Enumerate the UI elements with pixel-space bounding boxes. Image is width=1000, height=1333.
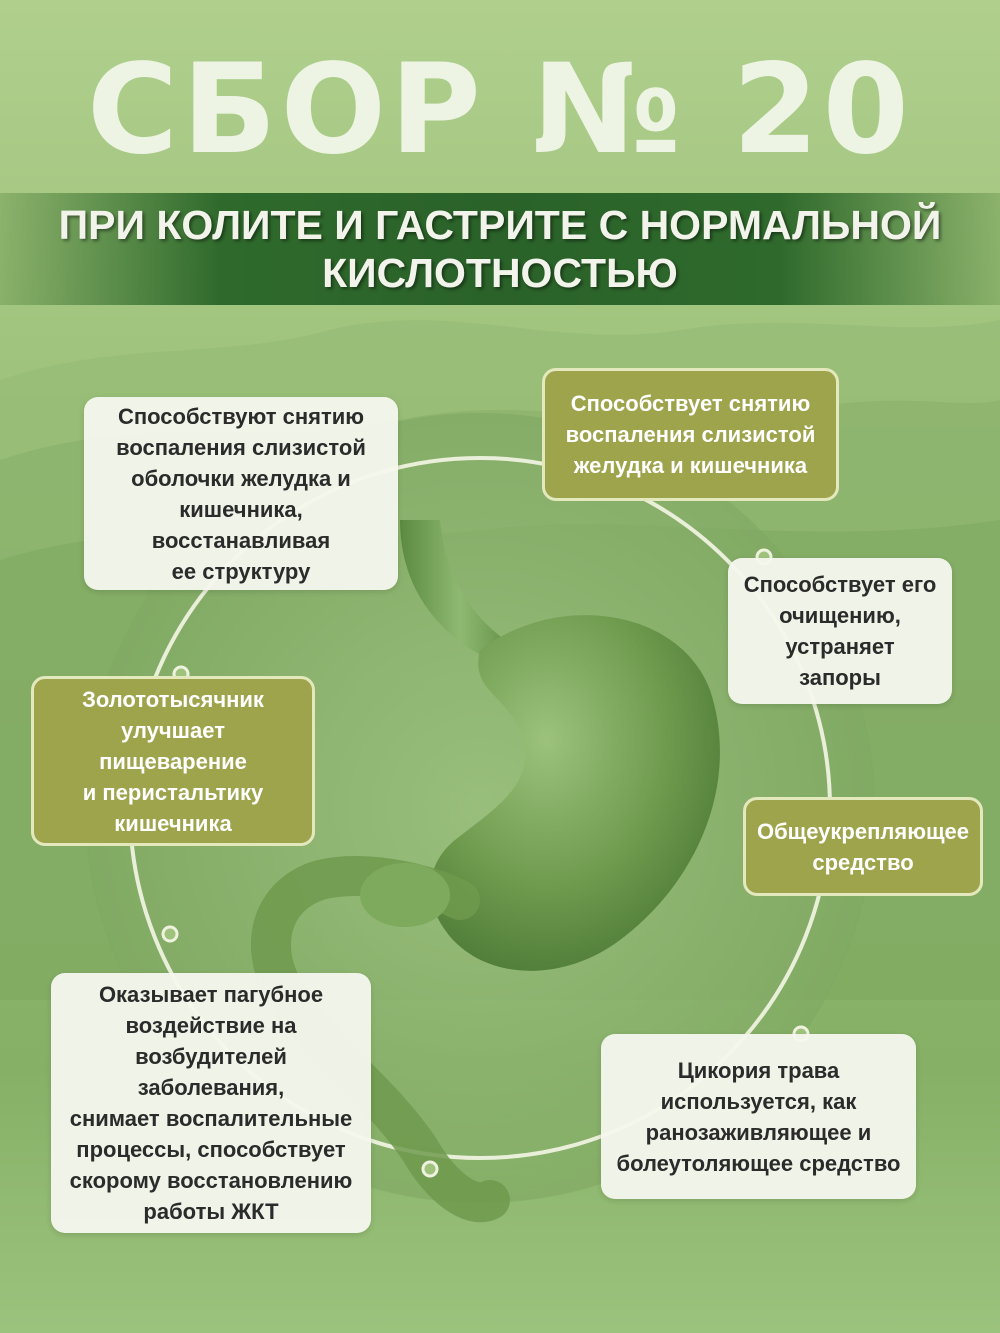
card-right-middle-text: Общеукрепляющее средство: [756, 818, 970, 875]
card-top-left-text: Способствуют снятию воспаления слизистой оболочки желудка и кишечника, восстанавливая ее структуру: [116, 403, 366, 584]
card-right-middle: [743, 797, 983, 896]
pylorus: [360, 863, 450, 927]
connector-dot: [423, 1162, 437, 1176]
card-bottom-right: [601, 1034, 916, 1199]
page-title: СБОР № 20: [87, 38, 913, 182]
connector-dot: [163, 927, 177, 941]
card-top-left: [84, 397, 398, 590]
card-top-right-text: Способствует снятию воспаления слизистой желудка и кишечника: [565, 391, 816, 478]
banner-line-2: КИСЛОТНОСТЬЮ: [322, 250, 678, 296]
banner-line-1: ПРИ КОЛИТЕ И ГАСТРИТЕ С НОРМАЛЬНОЙ: [58, 202, 942, 248]
card-bottom-right-text: Цикория трава используется, как ранозаживляющее и болеутоляющее средство: [616, 1057, 901, 1176]
card-bottom-left: [51, 973, 371, 1233]
card-top-right: [542, 368, 839, 501]
card-bottom-left-text: Оказывает пагубное воздействие на возбудителей заболевания, снимает воспалительные процессы, способствует скорому восстановлению работы ЖКТ: [69, 982, 353, 1224]
card-right-upper-text: Способствует его очищению, устраняет запоры: [743, 572, 937, 690]
card-left-middle: [31, 676, 315, 846]
card-left-middle-text: Золототысячник улучшает пищеварение и перистальтику кишечника: [82, 686, 264, 836]
card-right-upper: [728, 558, 952, 704]
